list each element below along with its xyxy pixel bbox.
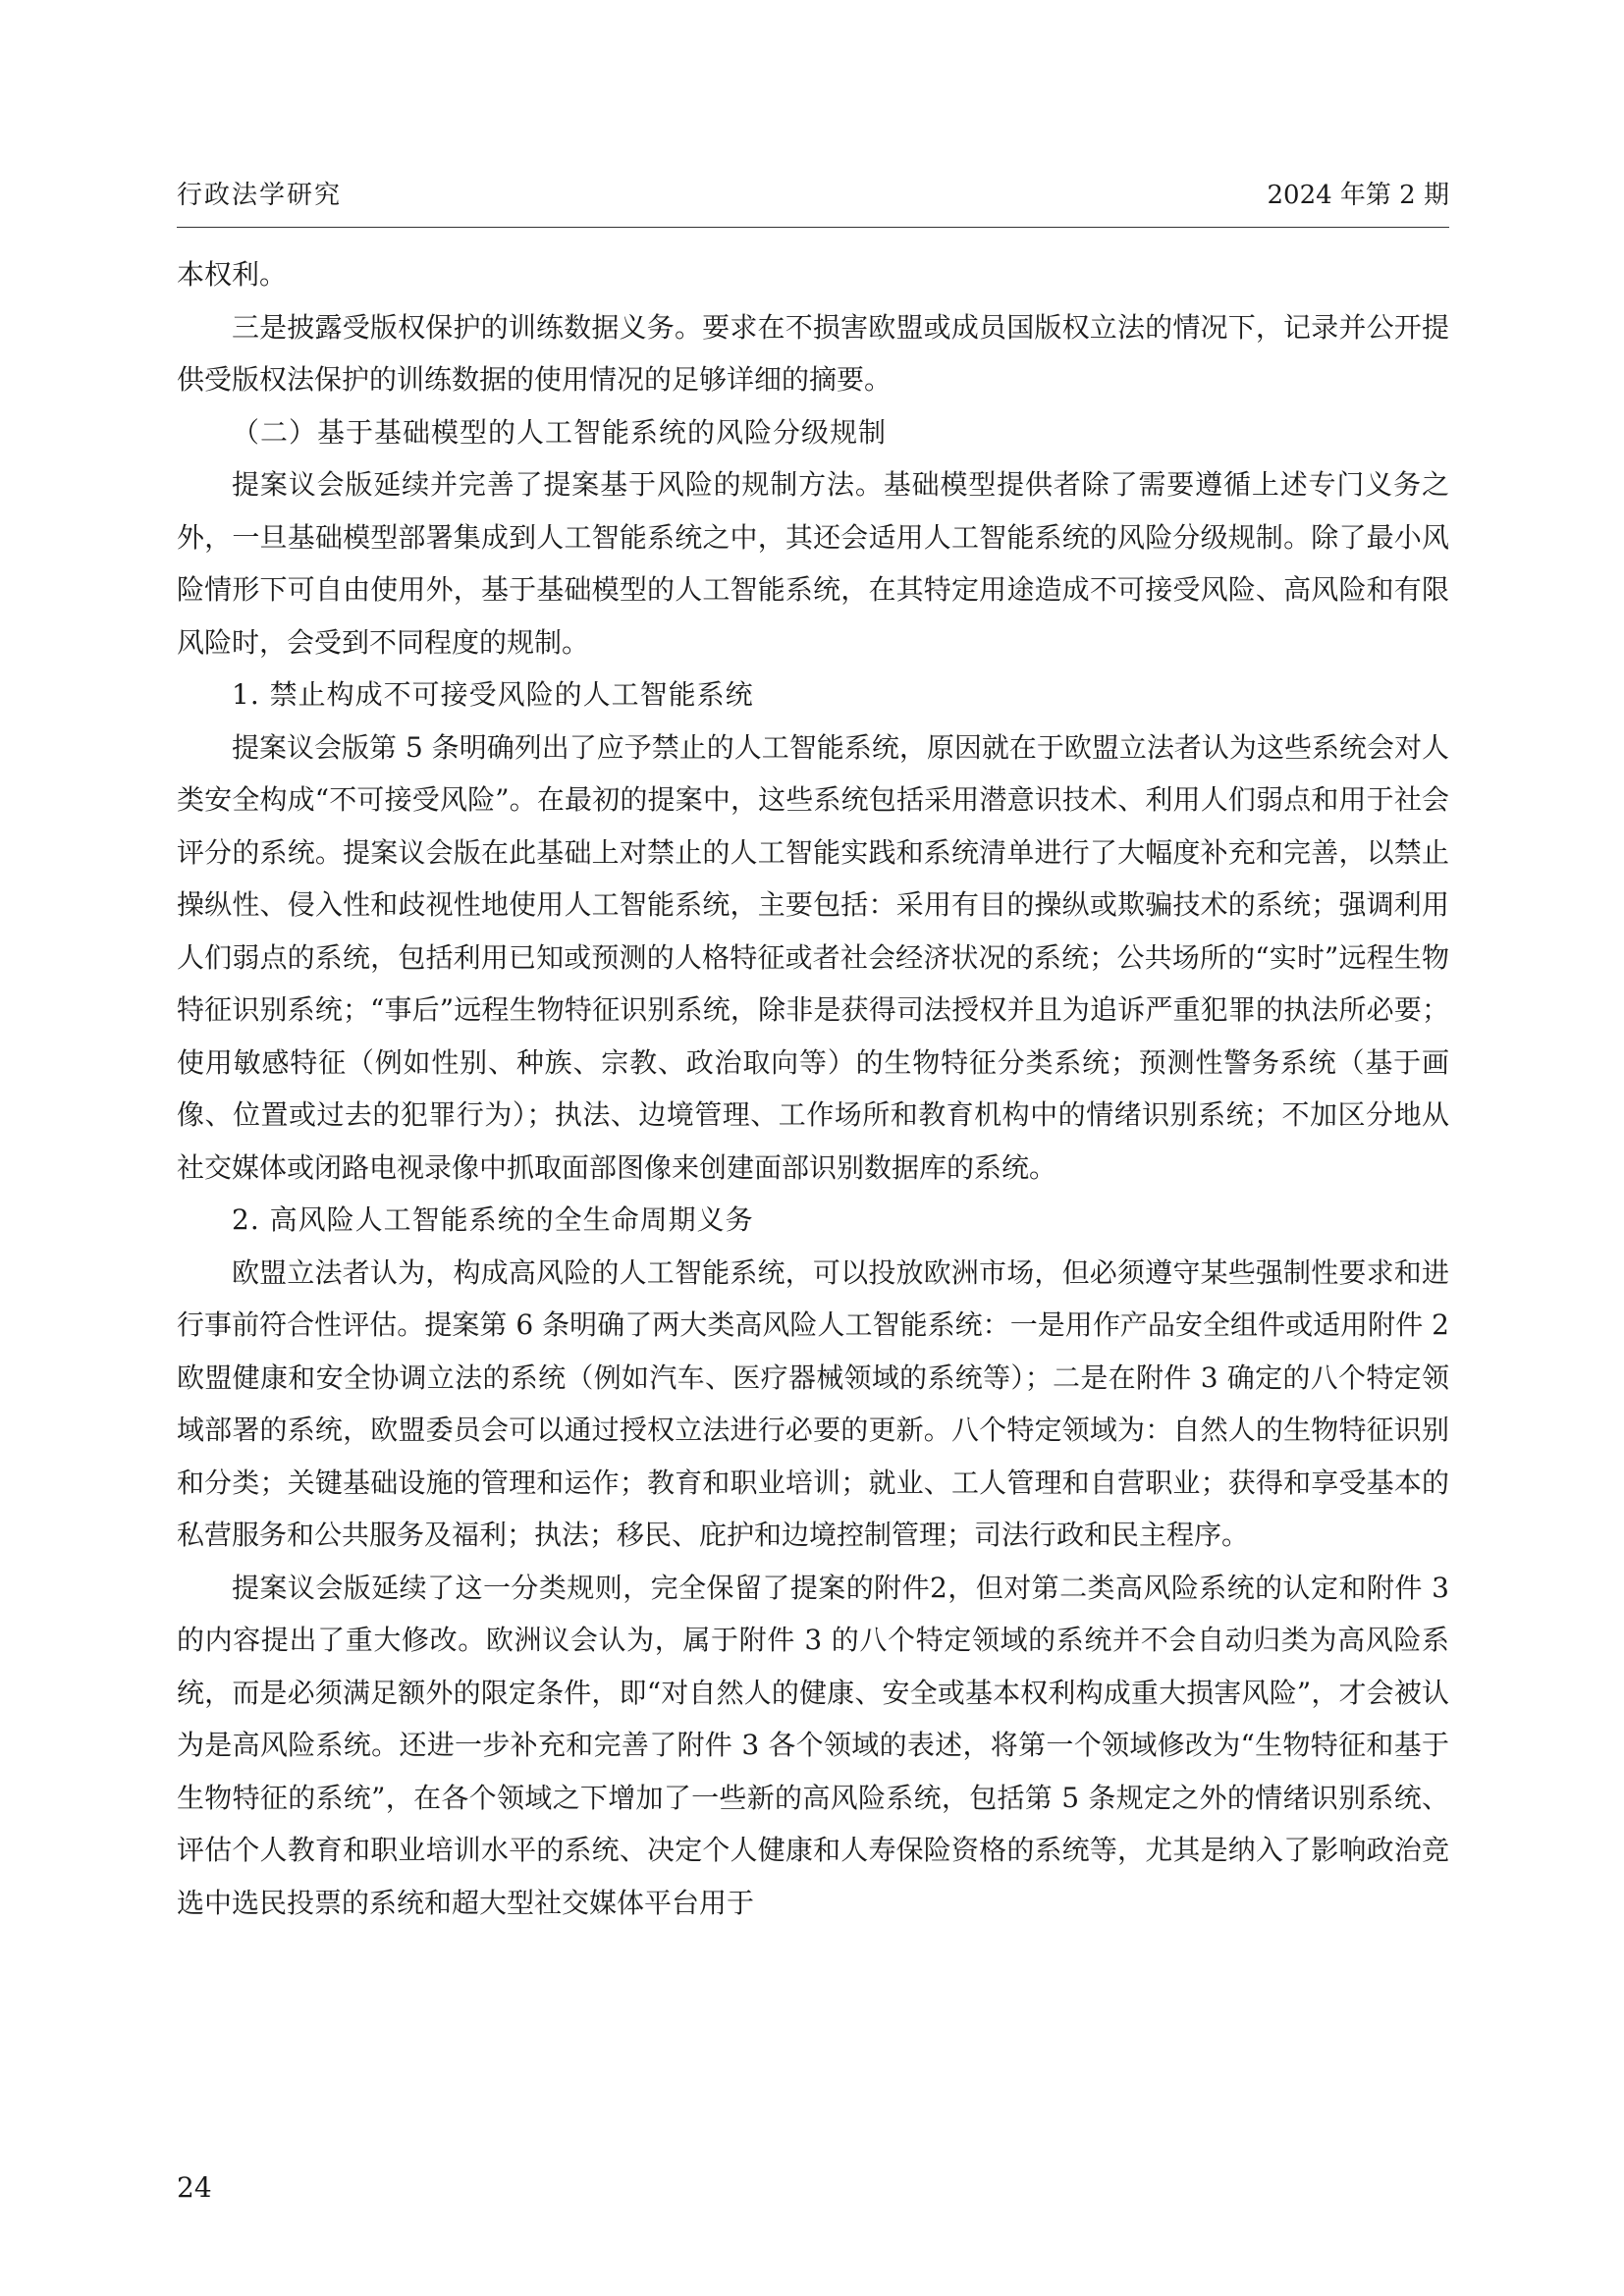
paragraph-copyright-duty: 三是披露受版权保护的训练数据义务。要求在不损害欧盟或成员国版权立法的情况下，记录并公开提供受版权法保护的训练数据的使用情况的足够详细的摘要。: [177, 310, 1449, 396]
journal-title: 行政法学研究: [177, 181, 343, 210]
running-header: [177, 175, 1449, 214]
article-body: [177, 248, 1449, 1929]
paragraph-parliament-amendments: 提案议会版延续了这一分类规则，完全保留了提案的附件2，但对第二类高风险系统的认定和附件 3 的内容提出了重大修改。欧洲议会认为，属于附件 3 的八个特定领域的系统并不会自动归类为高风险系统，而是必须满足额外的限定条件，即“对自然人的健康、安全或基本权利构成重大损害风险”，才会被认为是高风险系统。还进一步补充和完善了附件 3 各个领域的表述，将第一个领域修改为“生物特征和基于生物特征的系统”，在各个领域之下增加了一些新的高风险系统，包括第 5 条规定之外的情绪识别系统、评估个人教育和职业培训水平的系统、决定个人健康和人寿保险资格的系统等，尤其是纳入了影响政治竞选中选民投票的系统和超大型社交媒体平台用于: [177, 1571, 1449, 1919]
page-number: 24: [177, 2171, 212, 2204]
subheading-high-risk-lifecycle: 2. 高风险人工智能系统的全生命周期义务: [232, 1203, 754, 1236]
header-divider: [177, 227, 1449, 228]
paragraph-continuation: 本权利。: [177, 258, 288, 291]
paragraph-risk-approach: 提案议会版延续并完善了提案基于风险的规制方法。基础模型提供者除了需要遵循上述专门义务之外，一旦基础模型部署集成到人工智能系统之中，其还会适用人工智能系统的风险分级规制。除了最小风险情形下可自由使用外，基于基础模型的人工智能系统，在其特定用途造成不可接受风险、高风险和有限风险时，会受到不同程度的规制。: [177, 468, 1449, 659]
issue-label: 2024 年第 2 期: [1267, 181, 1449, 210]
subheading-prohibited-systems: 1. 禁止构成不可接受风险的人工智能系统: [232, 678, 754, 711]
paragraph-prohibited-systems: 提案议会版第 5 条明确列出了应予禁止的人工智能系统，原因就在于欧盟立法者认为这些系统会对人类安全构成“不可接受风险”。在最初的提案中，这些系统包括采用潜意识技术、利用人们弱点和用于社会评分的系统。提案议会版在此基础上对禁止的人工智能实践和系统清单进行了大幅度补充和完善，以禁止操纵性、侵入性和歧视性地使用人工智能系统，主要包括：采用有目的操纵或欺骗技术的系统；强调利用人们弱点的系统，包括利用已知或预测的人格特征或者社会经济状况的系统；公共场所的“实时”远程生物特征识别系统；“事后”远程生物特征识别系统，除非是获得司法授权并且为追诉严重犯罪的执法所必要；使用敏感特征（例如性别、种族、宗教、政治取向等）的生物特征分类系统；预测性警务系统（基于画像、位置或过去的犯罪行为）；执法、边境管理、工作场所和教育机构中的情绪识别系统；不加区分地从社交媒体或闭路电视录像中抓取面部图像来创建面部识别数据库的系统。: [177, 730, 1449, 1184]
paragraph-high-risk-categories: 欧盟立法者认为，构成高风险的人工智能系统，可以投放欧洲市场，但必须遵守某些强制性要求和进行事前符合性评估。提案第 6 条明确了两大类高风险人工智能系统：一是用作产品安全组件或适用附件 2 欧盟健康和安全协调立法的系统（例如汽车、医疗器械领域的系统等）；二是在附件 3 确定的八个特定领域部署的系统，欧盟委员会可以通过授权立法进行必要的更新。八个特定领域为：自然人的生物特征识别和分类；关键基础设施的管理和运作；教育和职业培训；就业、工人管理和自营职业；获得和享受基本的私营服务和公共服务及福利；执法；移民、庇护和边境控制管理；司法行政和民主程序。: [177, 1255, 1449, 1551]
section-heading-risk-classification: （二）基于基础模型的人工智能系统的风险分级规制: [232, 415, 888, 449]
